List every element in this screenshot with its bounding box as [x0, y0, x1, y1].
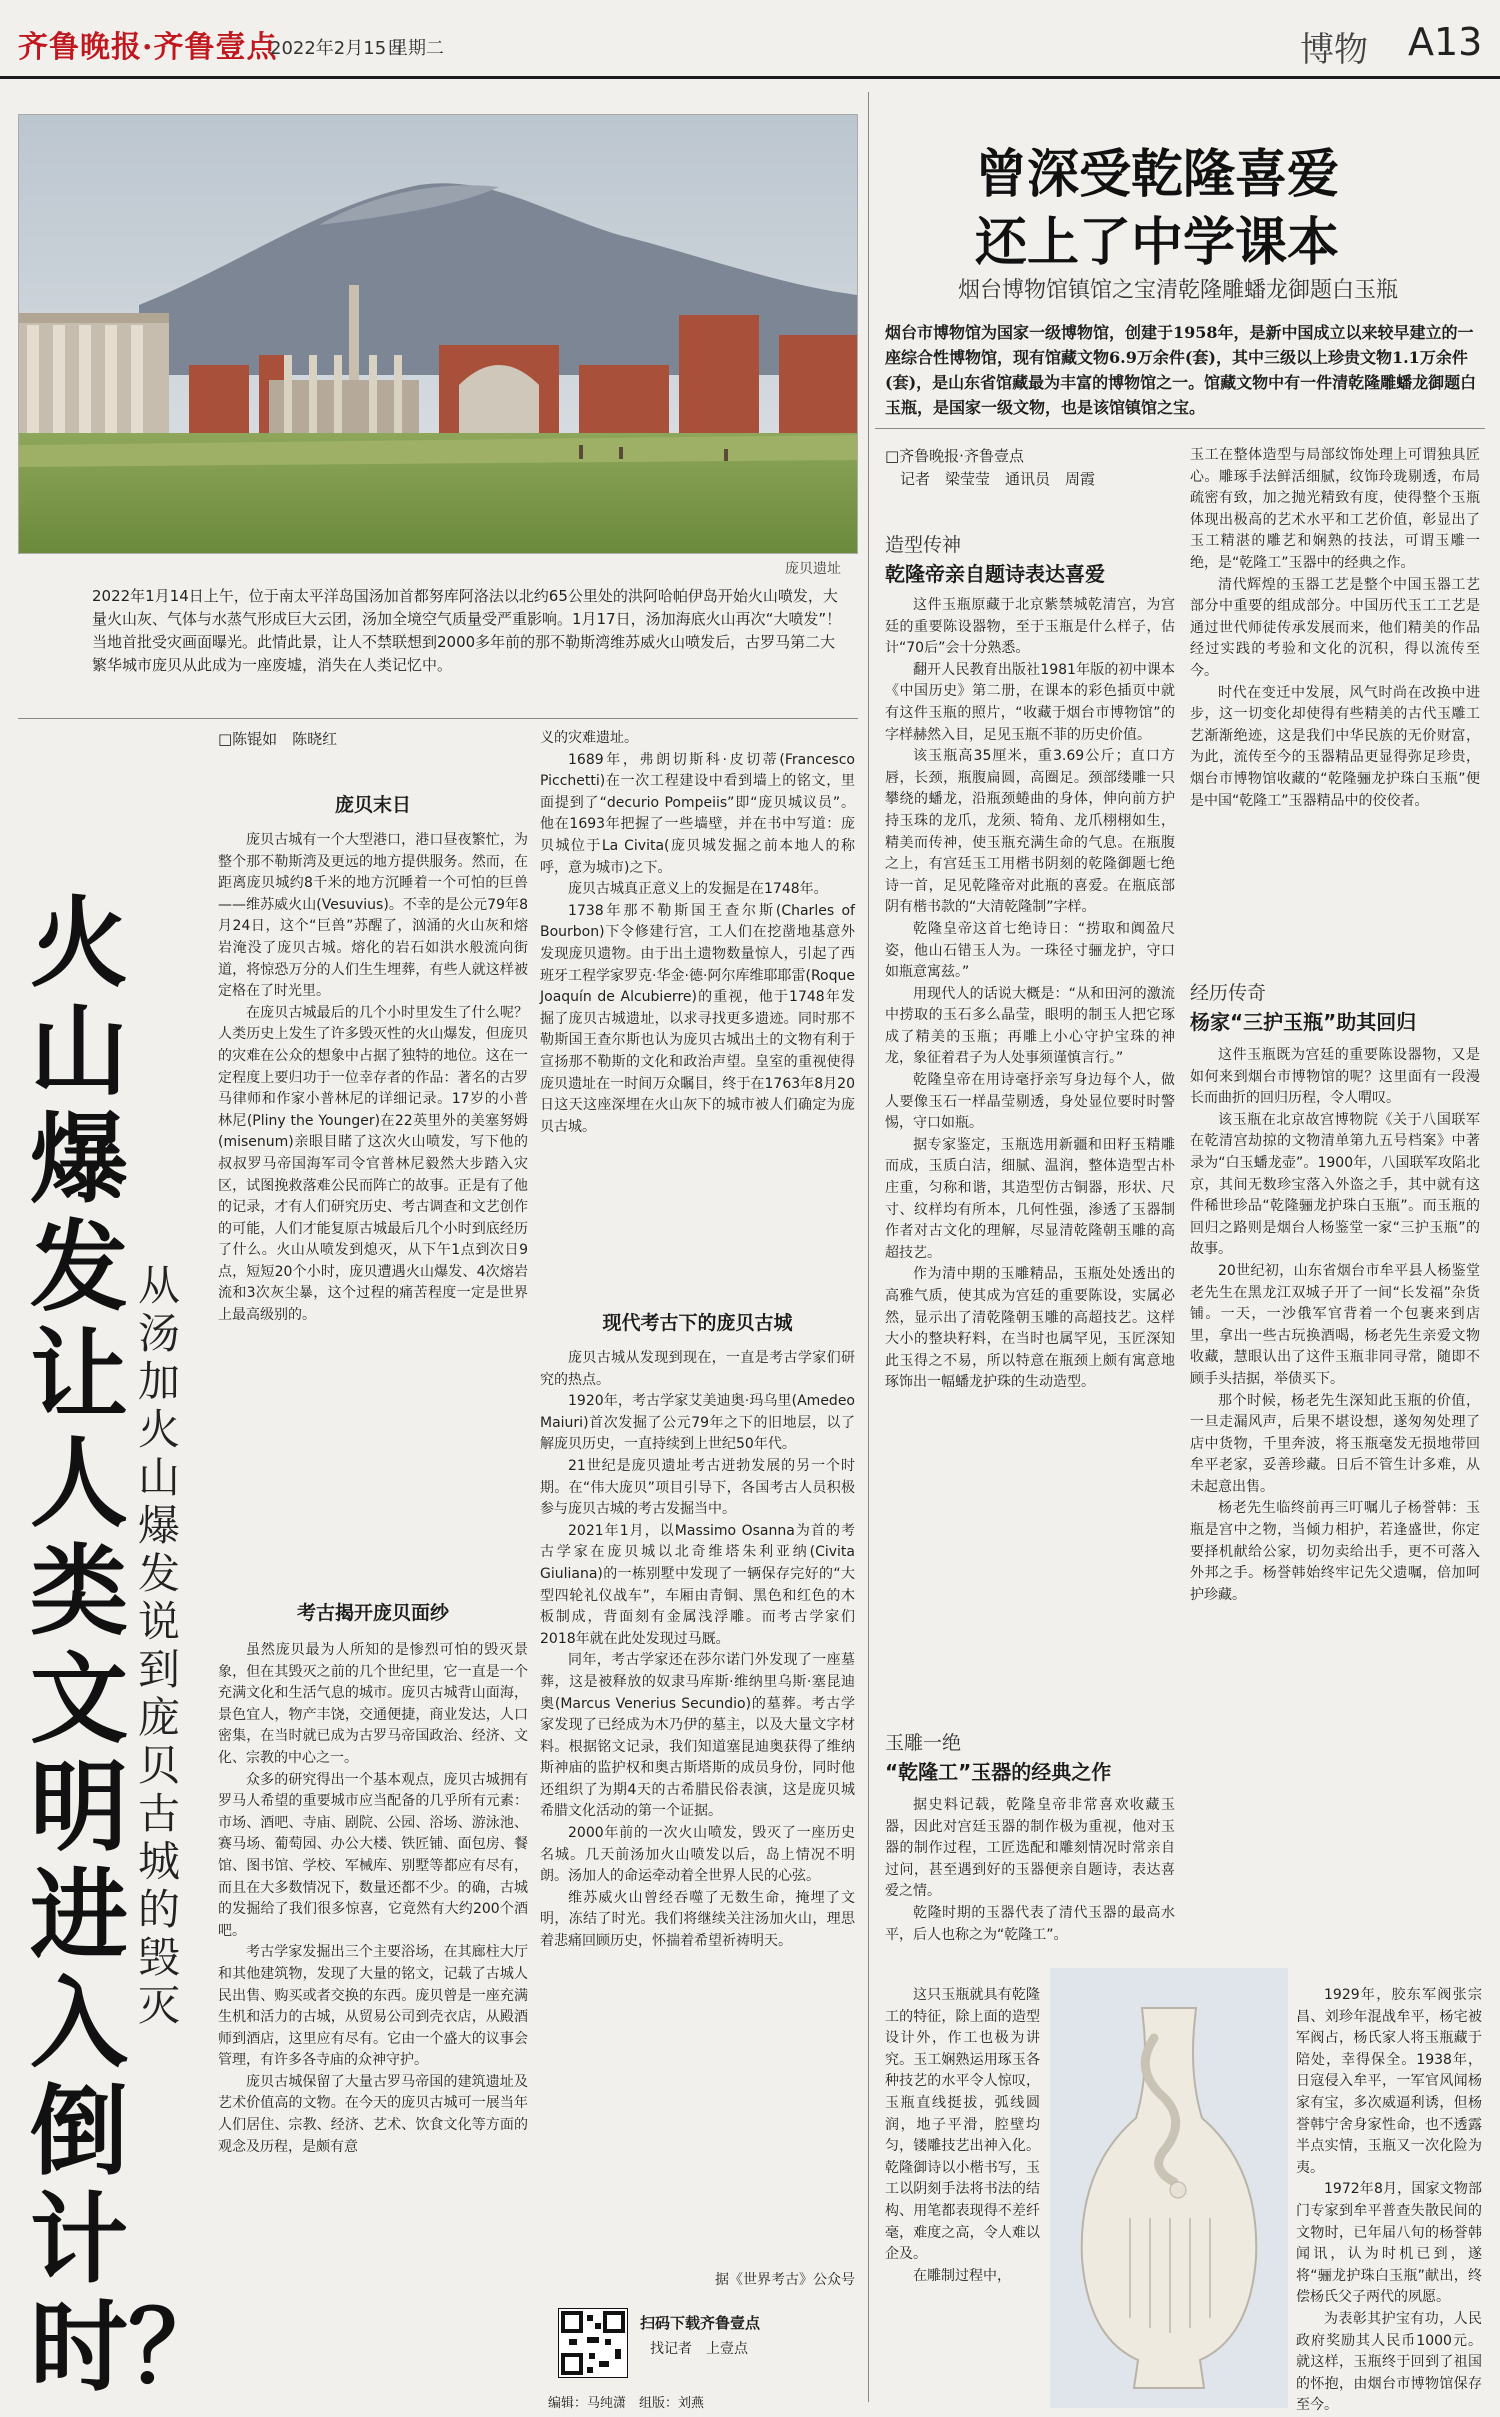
paragraph: 20世纪初，山东省烟台市牟平县人杨鉴堂老先生在黑龙江双城子开了一间“长发福”杂货铺。一天，一沙俄军官背着一个包裹来到店里，拿出一些古玩换酒喝，杨老先生亲爱文物收藏，慧眼认出了这件玉瓶非同寻常，随即不顾手头拮据，举债买下。	[1190, 1262, 1480, 1387]
paragraph: 时代在变迁中发展，风气时尚在改换中进步，这一切变化却使得有些精美的古代玉雕工艺渐渐绝迹，这是我们中华民族的无价财富，为此，流传至今的玉器精品更显得弥足珍贵，烟台市博物馆收藏的“乾隆骊龙护珠白玉瓶”便是中国“乾隆工”玉器精品中的佼佼者。	[1190, 684, 1480, 809]
left-col1-top	[218, 830, 528, 1327]
right-colA-mid	[885, 1795, 1175, 1946]
right-heading-1: 乾隆帝亲自题诗表达喜爱	[885, 562, 1105, 586]
paragraph: 庞贝古城真正意义上的发掘是在1748年。	[568, 881, 828, 898]
qr-code-icon	[559, 2309, 627, 2377]
center-divider	[868, 92, 869, 2402]
paragraph: 1689年，弗朗切斯科·皮切蒂(Francesco Picchetti)在一次工程建设中看到墙上的铭文，里面提到了“decurio Pompeiis”即“庞贝城议员”。他在1693年把握了一些墙壁，并在书中写道：庞贝城位于La Civita(庞贝城发掘之前本地人的称呼，意为城市)之下。	[540, 751, 855, 876]
paragraph: 那个时候，杨老先生深知此玉瓶的价值，一旦走漏风声，后果不堪设想，遂匆匆处理了店中货物，千里奔波，将玉瓶毫发无损地带回牟平老家，妥善珍藏。日后不管生计多难，从未起意出售。	[1190, 1392, 1480, 1495]
right-byline-outlet: □齐鲁晚报·齐鲁壹点	[885, 447, 1024, 465]
paragraph: 考古学家发掘出三个主要浴场，在其廊柱大厅和其他建筑物，发现了大量的铭文，记载了古城人民出售、购买或者交换的东西。庞贝曾是一座充满生机和活力的古城，从贸易公司到壳衣店，从殿酒师到酒店，这里应有尽有。它由一个盛大的议事会管理，有许多各寺庙的众神守护。	[218, 1944, 528, 2069]
paragraph: 翻开人民教育出版社1981年版的初中课本《中国历史》第二册，在课本的彩色插页中就有这件玉瓶的照片，“收藏于烟台市博物馆”的字样赫然入目，足见玉瓶不菲的历史价值。	[885, 661, 1175, 743]
paragraph: 21世纪是庞贝遗址考古迸勃发展的另一个时期。在“伟大庞贝”项目引导下，各国考古人员积极参与庞贝古城的考古发掘当中。	[540, 1457, 855, 1518]
left-heading-modern: 现代考古下的庞贝古城	[602, 1312, 793, 1334]
qr-caption: 扫码下载齐鲁壹点	[640, 2314, 761, 2332]
right-subheadline: 烟台博物馆镇馆之宝清乾隆雕蟠龙御题白玉瓶	[958, 278, 1399, 303]
left-col2-bottom	[540, 1348, 855, 1953]
right-colB-bottom	[1296, 1985, 1482, 2417]
paragraph: 这件玉瓶既为宫廷的重要陈设器物，又是如何来到烟台市博物馆的呢？这里面有一段漫长而曲折的回归历程，令人喟叹。	[1190, 1047, 1480, 1107]
paragraph: 杨老先生临终前再三叮嘱儿子杨誉韩：玉瓶是宫中之物，当倾力相护，若逢盛世，你定要择机献给公家，切勿卖给出手，更不可落入外邦之手。杨誉韩始终牢记先父遗嘱，倍加呵护珍藏。	[1190, 1500, 1480, 1603]
paragraph: 为表彰其护宝有功，人民政府奖励其人民币1000元。就这样，玉瓶终于回到了祖国的怀抱，由烟台市博物馆保存至今。	[1296, 2310, 1482, 2414]
right-colA-top	[885, 595, 1175, 1394]
qr-subcaption: 找记者 上壹点	[650, 2341, 748, 2357]
photo-caption: 庞贝遗址	[785, 561, 841, 577]
paragraph: 2021年1月，以Massimo Osanna为首的考古学家在庞贝城以北奇维塔朱利亚纳(Civita Giuliana)的一栋别墅中发现了一辆保存完好的“大型四轮礼仪战车”，车厢由青铜、黑色和红色的木板制成，背面刻有金属浅浮雕。而考古学家们2018年就在此处发现过马厩。	[540, 1522, 855, 1647]
right-intro-divider	[875, 428, 1485, 429]
pompeii-photo	[18, 114, 858, 554]
right-colB-mid	[1190, 1045, 1480, 1606]
paragraph: 维苏威火山曾经吞噬了无数生命，掩埋了文明，冻结了时光。我们将继续关注汤加火山，理思着悲痛回顾历史，怀揣着希望祈祷明天。	[540, 1889, 855, 1950]
page-number: A13	[1408, 20, 1483, 64]
right-colB-top	[1190, 445, 1480, 812]
paragraph: 虽然庞贝最为人所知的是惨烈可怕的毁灭景象，但在其毁灭之前的几个世纪里，它一直是一个充满文化和生活气息的城市。庞贝古城背山面海，景色宜人，物产丰饶，交通便捷，商业发达，人口密集，在当时就已成为古罗马帝国政治、经济、文化、宗教的中心之一。	[218, 1642, 528, 1766]
masthead	[0, 0, 1500, 78]
issue-date: 2022年2月15日	[270, 38, 405, 59]
paragraph: 作为清中期的玉雕精品，玉瓶处处透出的高雅气质，使其成为宫廷的重要陈设，实属必然，显示出了清乾隆朝玉雕的高超技艺。这样大小的整块籽料，在当时也属罕见，玉匠深知此玉得之不易，所以特意在瓶颈上颇有寓意地琢饰出一幅蟠龙护珠的生动造型。	[885, 1266, 1175, 1391]
paragraph: 这只玉瓶就具有乾隆工的特征，除上面的造型设计外，作工也极为讲究。玉工娴熟运用琢玉各种技艺的水平令人惊叹，玉瓶直线挺拔，弧线圆润，地子平滑，腔壁均匀，镂雕技艺出神入化。乾隆御诗以小楷书写，玉工以阴刻手法将书法的结构、用笔都表现得不差纤毫，难度之高，令人难以企及。	[885, 1987, 1040, 2263]
paragraph: 据专家鉴定，玉瓶选用新疆和田籽玉精雕而成，玉质白洁，细腻、温润，整体造型古朴庄重，匀称和谐，其造型仿古铜器，形状、尺寸、纹样均有所本，几何性强，渗透了玉器制作者对古文化的理解，尽显清乾隆朝玉雕的高超技艺。	[885, 1136, 1175, 1261]
paragraph: 乾隆皇帝在用诗毫抒亲写身边每个人，做人要像玉石一样晶莹剔透，身处显位要时时警惕，守口如瓶。	[885, 1072, 1175, 1132]
paragraph: 1929年，胶东军阀张宗昌、刘珍年混战牟平，杨宅被军阀占，杨氏家人将玉瓶藏于陪处，幸得保全。1938年，日寇侵入牟平，一军官风闻杨家有宝，多次威逼利诱，但杨誉韩宁舍身家性命，也不透露半点实情，玉瓶又一次化险为夷。	[1296, 1987, 1482, 2176]
left-col1-bottom	[218, 1640, 528, 2158]
right-kicker-3: 经历传奇	[1190, 982, 1267, 1004]
left-heading-unveil: 考古揭开庞贝面纱	[296, 1602, 449, 1624]
right-headline-line2: 还上了中学课本	[975, 212, 1340, 273]
paragraph: 1972年8月，国家文物部门专家到牟平普查失散民间的文物时，已年届八旬的杨誉韩闻讯，认为时机已到，遂将“骊龙护珠白玉瓶”献出，终偿杨氏父子两代的夙愿。	[1296, 2181, 1482, 2306]
lead-paragraph: 2022年1月14日上午，位于南太平洋岛国汤加首都努库阿洛法以北约65公里处的洪阿哈帕伊岛开始火山喷发，大量火山灰、气体与水蒸气形成巨大云团，汤加全境空气质量受严重影响。1月17日，汤加海底火山再次“大喷发”！当地首批受灾画面曝光。此情此景，让人不禁联想到2000多年前的那不勒斯湾维苏威火山喷发后，古罗马第二大繁华城市庞贝从此成为一座废墟，消失在人类记忆中。	[92, 587, 842, 674]
left-vertical-subheadline: 从汤加火山爆发说到庞贝古城的毁灭	[138, 1261, 181, 2030]
right-intro: 烟台市博物馆为国家一级博物馆，创建于1958年，是新中国成立以来较早建立的一座综合性博物馆，现有馆藏文物6.9万余件(套)，其中三级以上珍贵文物1.1万余件(套)，是山东省馆藏最为丰富的博物馆之一。馆藏文物中有一件清乾隆雕蟠龙御题白玉瓶，是国家一级文物，也是该馆镇馆之宝。	[885, 323, 1477, 417]
newspaper-logo: 齐鲁晚报·齐鲁壹点	[18, 30, 278, 65]
paragraph: 据史料记载，乾隆皇帝非常喜欢收藏玉器，因此对宫廷玉器的制作极为重视，他对玉器的制作过程，工匠选配和雕刻情况时常亲自过问，甚至遇到好的玉器便亲自题诗，表达喜爱之情。	[885, 1797, 1175, 1900]
paragraph: 清代辉煌的玉器工艺是整个中国玉器工艺部分中重要的组成部分。中国历代玉工工艺是通过世代师徒传承发展而来，他们精美的作品经过实践的考验和文化的沉积，得以流传至今。	[1190, 576, 1480, 679]
right-kicker-2: 玉雕一绝	[885, 1732, 962, 1754]
right-kicker-1: 造型传神	[885, 534, 962, 556]
paragraph: 这件玉瓶原藏于北京紫禁城乾清宫，为宫廷的重要陈设器物，至于玉瓶是什么样子，估计“70后”会十分熟悉。	[885, 597, 1175, 657]
paragraph: 庞贝古城从发现到现在，一直是考古学家们研究的热点。	[540, 1350, 855, 1388]
paragraph: 在雕制过程中，	[913, 2267, 1011, 2284]
left-heading-doomsday: 庞贝末日	[334, 794, 411, 816]
pompeii-ruins-illustration	[19, 115, 857, 553]
left-byline: □陈锟如 陈晓红	[218, 730, 338, 748]
editor-credits: 编辑：马纯潇 组版：刘燕	[548, 2396, 705, 2411]
issue-weekday: 星期二	[390, 38, 444, 59]
paragraph: 乾隆时期的玉器代表了清代玉器的最高水平，后人也称之为“乾隆工”。	[885, 1904, 1175, 1943]
jade-vase-illustration	[1050, 1968, 1288, 2408]
paragraph: 1920年，考古学家艾美迪奥·玛乌里(Amedeo Maiuri)首次发掘了公元79年之下的旧地层，以了解庞贝历史，一直持续到上世纪50年代。	[540, 1393, 855, 1453]
left-lead-divider	[18, 718, 858, 719]
paragraph: 乾隆皇帝这首七绝诗日：“捞取和阗盈尺姿，他山石错玉人为。一珠径寸骊龙护，守口如瓶意寓兹。”	[885, 920, 1175, 981]
right-colA-bottom	[885, 1985, 1040, 2287]
paragraph: 庞贝古城保留了大量古罗马帝国的建筑遗址及艺术价值高的文物。在今天的庞贝古城可一展当年人们居住、宗教、经济、艺术、饮食文化等方面的观念及历程，是颇有意	[218, 2073, 528, 2155]
jade-vase-photo	[1050, 1968, 1288, 2408]
paragraph: 义的灾难遗址。	[540, 730, 638, 746]
paragraph: 众多的研究得出一个基本观点，庞贝古城拥有罗马人希望的重要城市应当配备的几乎所有元素：市场、酒吧、寺庙、剧院、公园、浴场、游泳池、赛马场、葡萄园、办公大楼、铁匠铺、面包房、餐馆、图书馆、学校、军械库、别墅等都应有尽有，而且在大多数情况下，数量还都不少。的确，古城的发掘给了我们很多惊喜，它竟然有大约200个酒吧。	[218, 1771, 528, 1939]
section-name: 博物	[1300, 30, 1368, 70]
paragraph: 玉工在整体造型与局部纹饰处理上可谓独具匠心。雕琢手法鲜活细腻，纹饰玲珑剔透，布局疏密有致，加之抛光精致有度，使得整个玉瓶体现出极高的艺术水平和工艺价值，彰显出了玉工精湛的雕艺和娴熟的技法，可谓玉雕一绝，是“乾隆工”玉器中的经典之作。	[1190, 447, 1480, 571]
paragraph: 2000年前的一次火山喷发，毁灭了一座历史名城。几天前汤加火山喷发以后，岛上情况不明朗。汤加人的命运牵动着全世界人民的心弦。	[540, 1825, 855, 1885]
right-heading-2: “乾隆工”玉器的经典之作	[885, 1760, 1112, 1784]
paragraph: 在庞贝古城最后的几个小时里发生了什么呢？人类历史上发生了许多毁灭性的火山爆发，但庞贝的灾难在公众的想象中占据了独特的地位。这在一定程度上要归功于一位幸存者的作品：著名的古罗马律师和作家小普林尼的详细记录。17岁的小普林尼(Pliny the Younger)在22英里外的美塞努姆(misenum)亲眼目睹了这次火山喷发，写下他的叔叔罗马帝国海军司令官普林尼毅然大步踏入灾区，试图挽救落难公民而阵亡的故事。正是有了他的记录，才有人们研究历史、考古调查和文艺创作的可能，人们才能复原古城最后几个小时到底经历了什么。火山从喷发到熄灭，从下午1点到次日9点，短短20个小时，庞贝遭遇火山爆发、4次熔岩流和3次灰尘暴，这个过程的痛苦程度一定是世界上最高级别的。	[218, 1004, 528, 1324]
right-byline-reporters: 记者 梁莹莹 通讯员 周霞	[900, 470, 1096, 488]
left-col2-top	[540, 728, 855, 1138]
masthead-rule	[0, 76, 1500, 79]
paragraph: 同年，考古学家还在莎尔诺门外发现了一座墓葬，这是被释放的奴隶马库斯·维纳里乌斯·塞昆迪奥(Marcus Venerius Secundio)的墓葬。考古学家发现了已经成为木乃伊的墓主，以及大量文字材料。根据铭文记录，我们知道塞昆迪奥获得了维纳斯神庙的监护权和奥古斯塔斯的成员身份，同时他还组织了为期4天的古希腊民俗表演，这是庞贝城希腊文化活动的第一个证据。	[540, 1652, 855, 1820]
left-source: 据《世界考古》公众号	[715, 2272, 855, 2288]
qr-code[interactable]	[558, 2308, 628, 2378]
paragraph: 1738年那不勒斯国王查尔斯(Charles of Bourbon)下令修建行宫，工人们在挖凿地基意外发现庞贝遗物。由于出土遗物数量惊人，引起了西班牙工程学家罗克·华金·德·阿尔库维耶耶雷(Roque Joaquín de Alcubierre)的重视，他于1748年发掘了庞贝古城遗址，以求寻找更多遗迹。同时那不勒斯国王查尔斯也认为庞贝古城出土的文物有利于宣扬那不勒斯的文化和政治声望。皇室的重视使得庞贝遗址在一时间万众瞩目，终于在1763年8月20日这天这座深埋在火山灰下的城市被人们确定为庞贝古城。	[540, 902, 855, 1135]
right-headline-line1: 曾深受乾隆喜爱	[975, 144, 1340, 205]
right-heading-3: 杨家“三护玉瓶”助其回归	[1190, 1010, 1417, 1034]
paragraph: 该玉瓶在北京故宫博物院《关于八国联军在乾清宫劫掠的文物清单第九五号档案》中著录为“白玉蟠龙壶”。1900年，八国联军攻陷北京，其间无数珍宝落入外盗之手，其中就有这件稀世珍品“乾隆骊龙护珠白玉瓶”。而玉瓶的回归之路则是烟台人杨鉴堂一家“三护玉瓶”的故事。	[1190, 1111, 1480, 1258]
paragraph: 用现代人的话说大概是：“从和田河的激流中捞取的玉石多么晶莹，眼明的制玉人把它琢成了精美的玉瓶；再雕上小心守护宝珠的神龙，象征着君子为人处事须谨慎言行。”	[885, 985, 1175, 1067]
paragraph: 该玉瓶高35厘米，重3.69公斤；直口方唇，长颈，瓶腹扁圆，高圈足。颈部缕雕一只攀绕的蟠龙，沿瓶颈蜷曲的身体，伸向前方护持玉珠的龙爪，龙须、犄角、龙爪栩栩如生，精美而传神，使玉瓶充满生命的气息。在瓶腹之上，有宫廷玉工用楷书阴刻的乾隆御题七绝诗一首，足见乾隆帝对此瓶的喜爱。在瓶底部阴有楷书款的“大清乾隆制”字样。	[885, 748, 1175, 916]
paragraph: 庞贝古城有一个大型港口，港口昼夜繁忙，为整个那不勒斯湾及更远的地方提供服务。然而，在距离庞贝城约8千米的地方沉睡着一个可怕的巨兽——维苏威火山(Vesuvius)。不幸的是公元79年8月24日，这个“巨兽”苏醒了，汹涌的火山灰和熔岩淹没了庞贝古城。熔化的岩石如洪水般流向街道，将惊恐万分的人们生生埋葬，有些人就这样被定格在了时光里。	[218, 832, 528, 1000]
left-vertical-headline: 火山爆发让人类文明进入倒计时？	[30, 886, 227, 2405]
